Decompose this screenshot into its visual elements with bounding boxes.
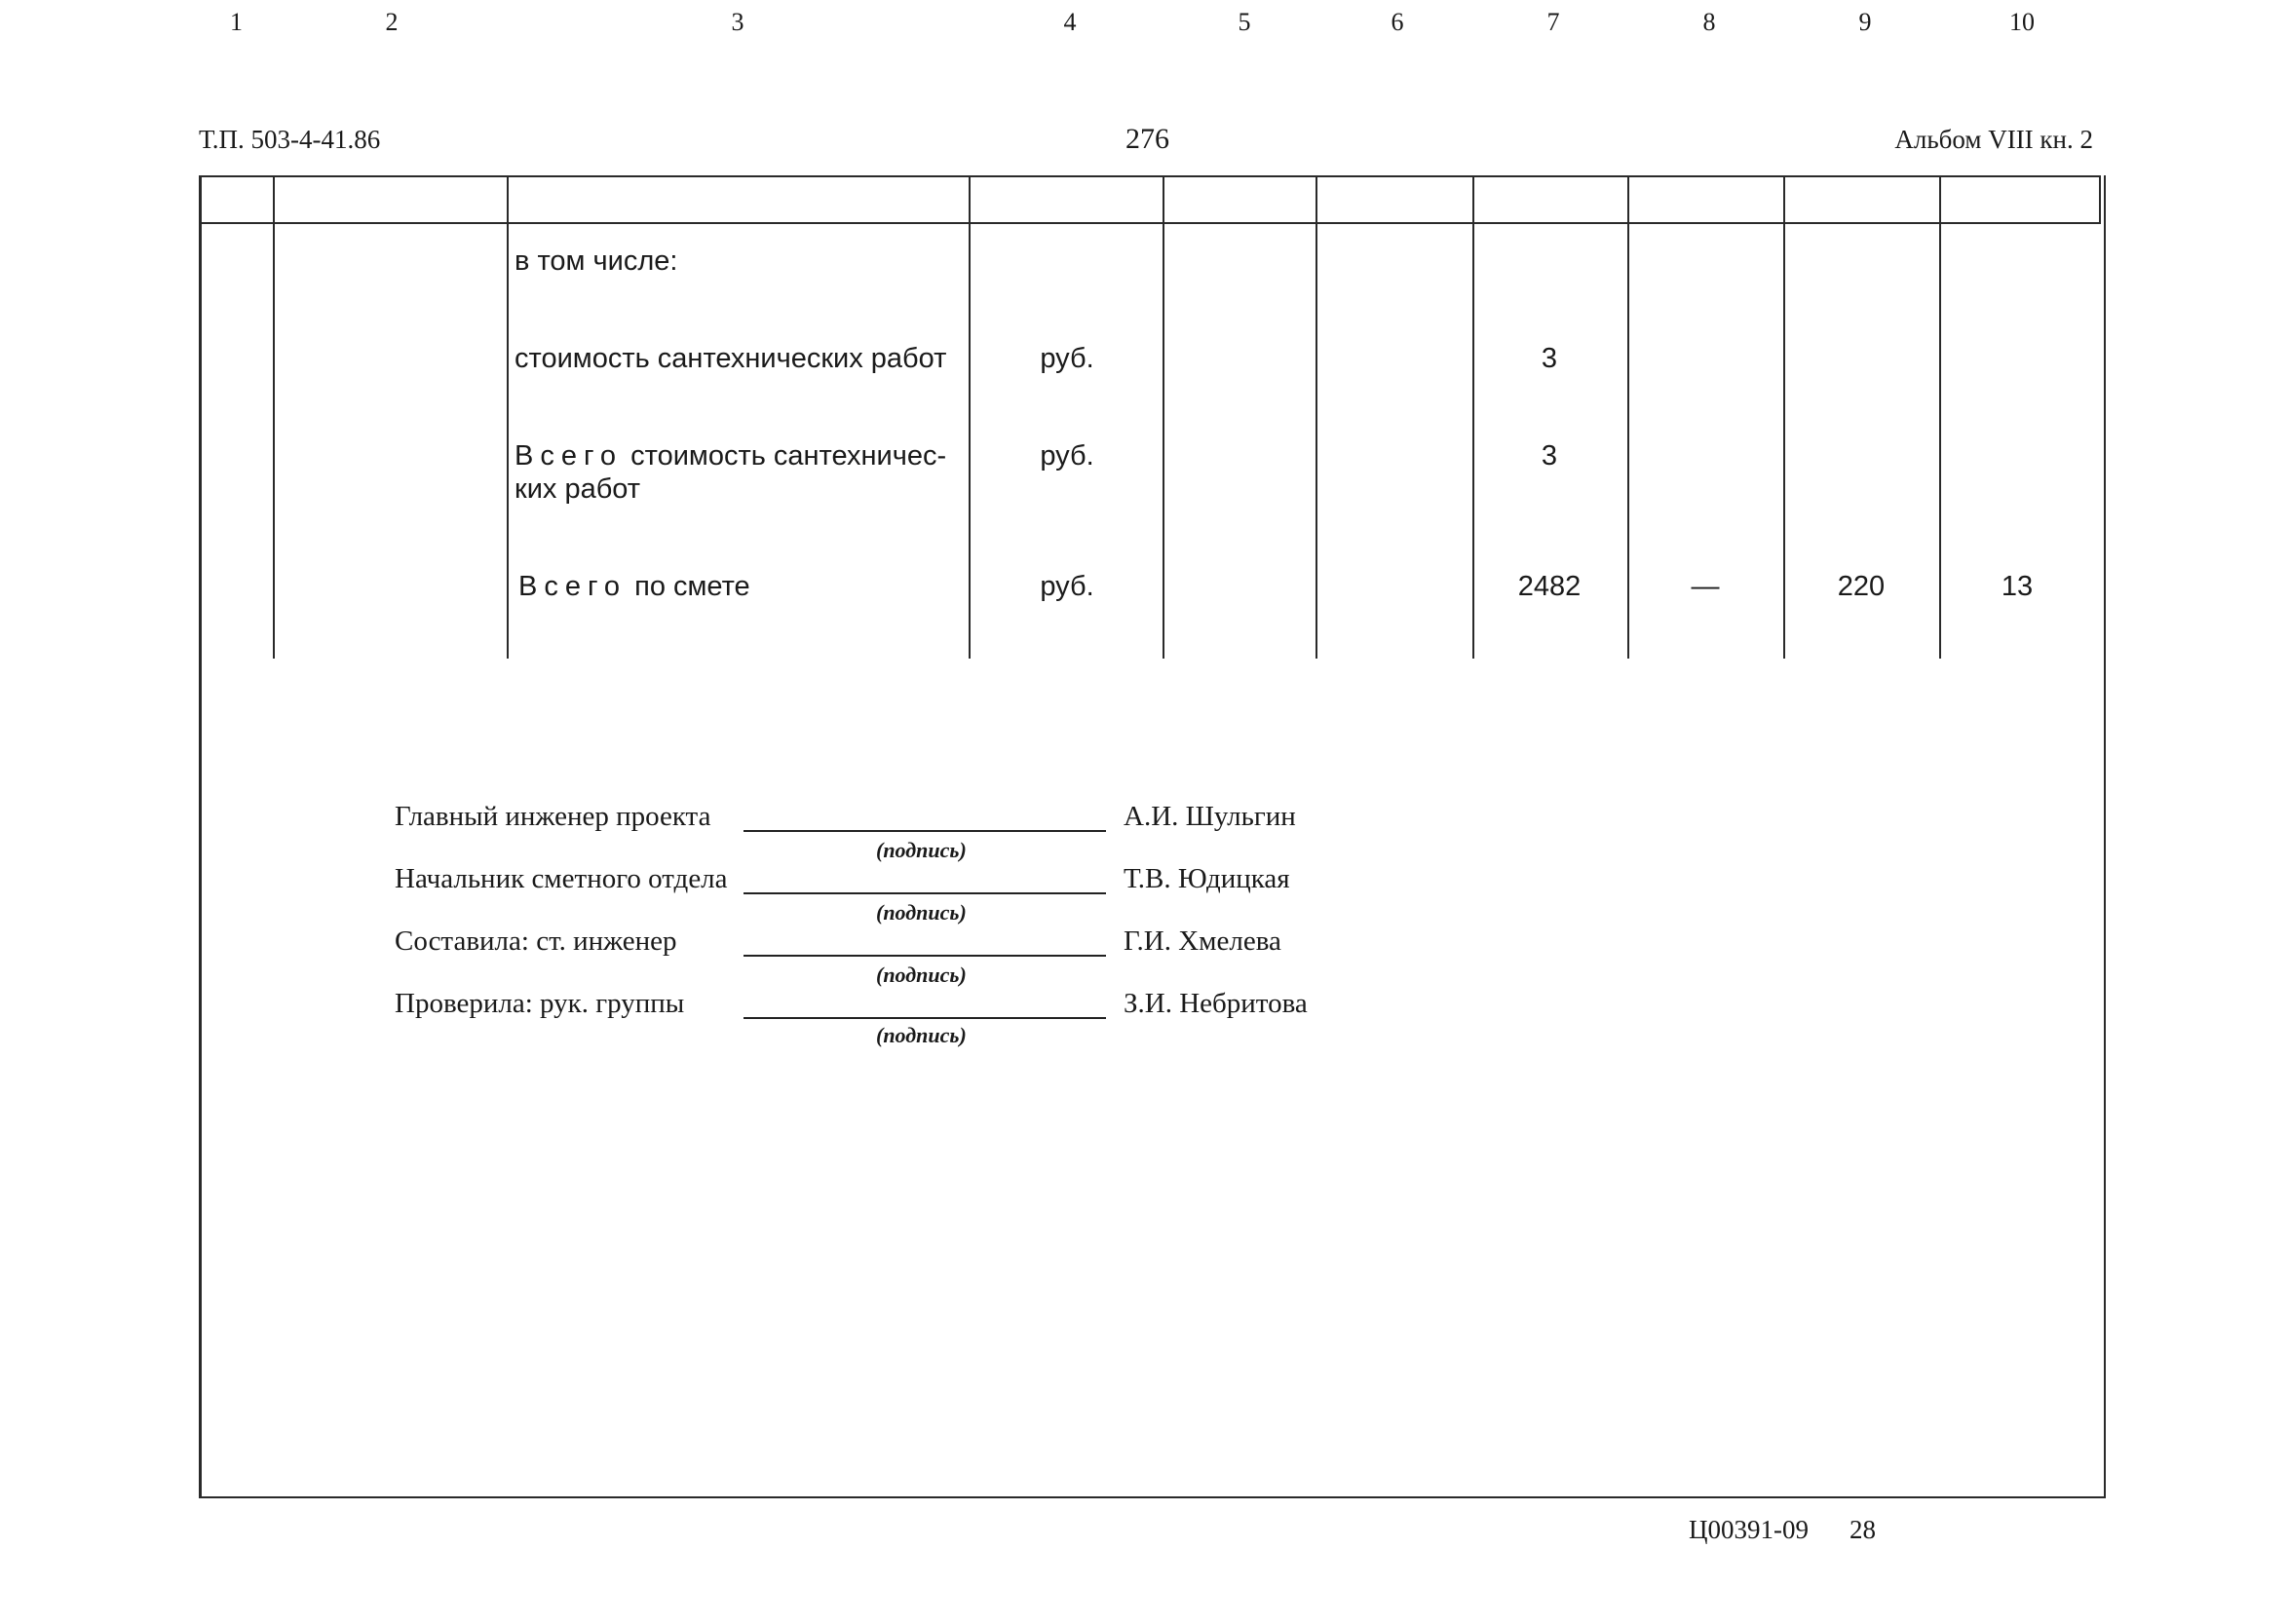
sheet-number: 28 bbox=[1849, 1515, 1876, 1544]
unit-cell: руб. bbox=[1040, 343, 1094, 374]
signature-title: Составила: ст. инженер bbox=[395, 925, 677, 957]
row-text: в том числе: bbox=[515, 245, 678, 277]
value-cell: — bbox=[1691, 571, 1720, 602]
album-reference: Альбом VIII кн. 2 bbox=[1894, 125, 2093, 154]
column-number: 5 bbox=[1238, 8, 1251, 36]
signature-title: Главный инженер проекта bbox=[395, 801, 711, 832]
column-divider bbox=[1163, 175, 1164, 659]
row-text: стоимость сантехнических работ bbox=[515, 343, 947, 374]
signature-caption: (подпись) bbox=[876, 838, 967, 862]
value-cell: 13 bbox=[2001, 571, 2034, 602]
unit-cell: руб. bbox=[1040, 571, 1094, 602]
column-divider bbox=[969, 175, 971, 659]
unit-cell: руб. bbox=[1040, 440, 1094, 472]
total-prefix: Всего bbox=[515, 440, 624, 472]
signature-caption: (подпись) bbox=[876, 900, 967, 925]
value-cell: 3 bbox=[1541, 343, 1558, 374]
row-text bbox=[518, 571, 750, 603]
signature-line bbox=[744, 925, 1106, 957]
signature-title: Проверила: рук. группы bbox=[395, 988, 685, 1019]
row-text bbox=[515, 440, 946, 472]
signature-caption: (подпись) bbox=[876, 963, 967, 987]
column-divider bbox=[1627, 175, 1629, 659]
signature-name: Т.В. Юдицкая bbox=[1124, 863, 1290, 894]
column-divider bbox=[507, 175, 509, 659]
column-divider bbox=[1316, 175, 1317, 659]
signature-title: Начальник сметного отдела bbox=[395, 863, 728, 894]
column-divider bbox=[1783, 175, 1785, 659]
signature-line bbox=[744, 988, 1106, 1019]
column-number: 1 bbox=[230, 8, 243, 36]
signature-line bbox=[744, 863, 1106, 894]
column-number: 4 bbox=[1063, 8, 1077, 36]
column-divider bbox=[1939, 175, 1941, 659]
value-cell: 2482 bbox=[1517, 571, 1582, 602]
value-cell: 3 bbox=[1541, 440, 1558, 472]
signature-name: А.И. Шульгин bbox=[1124, 801, 1296, 832]
document-cipher: Ц00391-09 bbox=[1689, 1515, 1809, 1544]
page-frame bbox=[199, 175, 2106, 1498]
row-text-rest: по смете bbox=[634, 571, 750, 602]
value-cell: 220 bbox=[1837, 571, 1886, 602]
document-code: Т.П. 503-4-41.86 bbox=[199, 125, 381, 154]
signature-caption: (подпись) bbox=[876, 1023, 967, 1047]
column-number-row bbox=[199, 175, 2101, 224]
total-prefix: Всего bbox=[518, 571, 628, 602]
column-number: 10 bbox=[2009, 8, 2035, 36]
column-number: 8 bbox=[1702, 8, 1716, 36]
signature-name: Г.И. Хмелева bbox=[1124, 925, 1281, 957]
column-number: 7 bbox=[1546, 8, 1560, 36]
column-number: 6 bbox=[1391, 8, 1404, 36]
row-text-line2: ких работ bbox=[515, 473, 641, 505]
row-text-line1: стоимость сантехничес- bbox=[630, 440, 947, 472]
page-number: 276 bbox=[1125, 123, 1169, 155]
column-number: 3 bbox=[731, 8, 744, 36]
column-divider bbox=[273, 175, 275, 659]
signature-line bbox=[744, 801, 1106, 832]
signature-name: З.И. Небритова bbox=[1124, 988, 1308, 1019]
column-number: 2 bbox=[385, 8, 399, 36]
column-number: 9 bbox=[1858, 8, 1872, 36]
column-divider bbox=[1472, 175, 1474, 659]
